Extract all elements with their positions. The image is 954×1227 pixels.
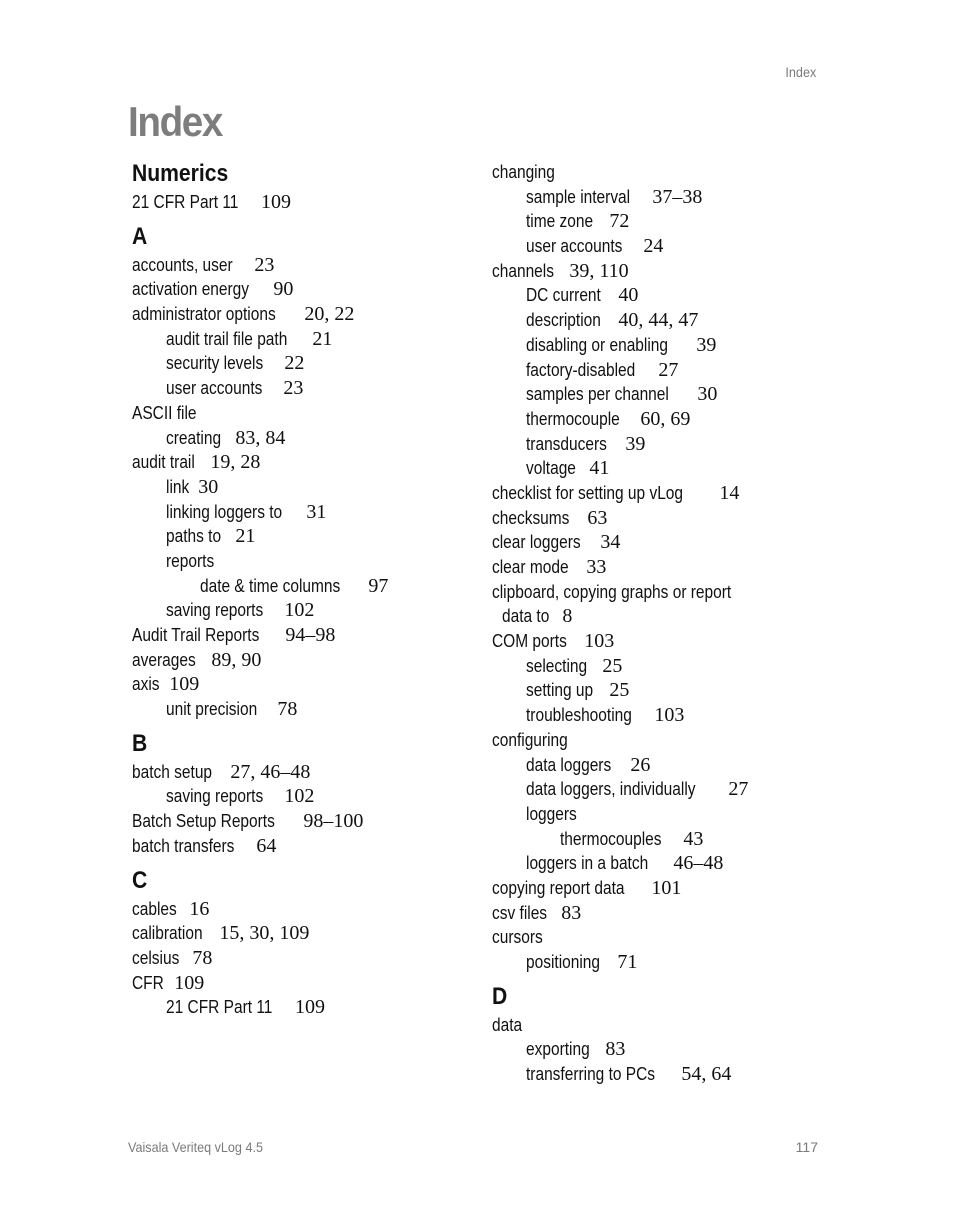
index-entry — [492, 506, 832, 531]
index-term: 21 CFR Part 11 — [132, 192, 239, 212]
index-term: 21 CFR Part 11 — [166, 997, 273, 1018]
index-term: user accounts — [526, 236, 623, 257]
index-term: user accounts — [166, 378, 263, 399]
index-subentry — [132, 995, 472, 1020]
index-term: CFR — [132, 972, 164, 993]
page-ref: 20, 22 — [304, 303, 355, 326]
page-ref: 60, 69 — [640, 407, 691, 430]
index-entry — [132, 623, 472, 648]
index-subentry — [132, 784, 472, 809]
index-entry — [132, 190, 472, 215]
index-term: troubleshooting — [526, 705, 632, 726]
index-subentry — [492, 185, 832, 210]
index-entry — [492, 901, 832, 926]
index-subentry — [132, 351, 472, 376]
page-ref: 89, 90 — [211, 648, 262, 671]
index-term: audit trail — [132, 452, 195, 473]
index-term: Batch Setup Reports — [132, 811, 275, 832]
index-entry — [132, 834, 472, 859]
index-term: transferring to PCs — [526, 1064, 656, 1085]
index-entry — [492, 925, 832, 950]
index-entry — [492, 580, 832, 605]
index-term: linking loggers to — [166, 501, 283, 522]
page-ref: 27 — [658, 358, 679, 381]
page-title: Index — [128, 98, 223, 145]
section-heading-d: D — [492, 982, 508, 1010]
index-term: loggers — [526, 803, 577, 824]
index-subentry — [132, 426, 472, 451]
page-ref: 30 — [697, 383, 718, 406]
footer-page-number: 117 — [795, 1139, 818, 1155]
index-subentry — [492, 407, 832, 432]
index-term: calibration — [132, 923, 203, 944]
page-ref: 54, 64 — [681, 1063, 732, 1086]
section-heading-c: C — [132, 866, 148, 894]
page-ref: 90 — [273, 278, 294, 301]
page-ref: 33 — [586, 556, 607, 578]
page-ref: 25 — [609, 679, 630, 702]
section-heading-a: A — [132, 222, 148, 250]
page-ref: 27 — [728, 778, 749, 801]
index-subentry — [132, 697, 472, 722]
index-entry — [132, 971, 472, 996]
index-entry — [492, 555, 832, 580]
index-term: celsius — [132, 947, 180, 968]
index-term: data loggers — [526, 754, 612, 775]
index-term: link — [166, 476, 190, 497]
page-ref: 27, 46–48 — [230, 760, 311, 783]
index-subentry — [492, 753, 832, 778]
page-ref: 109 — [174, 971, 205, 994]
page-ref: 39, 110 — [569, 259, 629, 282]
index-term: checklist for setting up vLog — [492, 482, 684, 503]
index-term: description — [526, 310, 601, 331]
page-ref: 40 — [618, 284, 639, 307]
index-term: COM ports — [492, 631, 567, 652]
index-column-left — [132, 158, 472, 1020]
index-subsubentry — [132, 574, 472, 599]
index-subentry — [492, 1062, 832, 1087]
index-term: transducers — [526, 433, 607, 454]
index-subentry — [492, 382, 832, 407]
index-term: clear mode — [492, 557, 569, 577]
page-ref: 21 — [312, 327, 333, 350]
index-entry-continuation — [492, 604, 832, 629]
page-ref: 101 — [651, 876, 682, 899]
index-term: batch setup — [132, 761, 213, 782]
page-ref: 102 — [284, 599, 315, 622]
index-term: cursors — [492, 927, 543, 948]
page-ref: 103 — [654, 704, 685, 727]
index-entry — [132, 253, 472, 278]
page-ref: 71 — [617, 951, 638, 973]
index-subsubentry — [492, 827, 832, 852]
index-term: activation energy — [132, 279, 250, 300]
page-ref: 23 — [283, 377, 304, 400]
index-entry — [132, 760, 472, 785]
index-term: Audit Trail Reports — [132, 625, 260, 645]
index-entry — [132, 401, 472, 426]
index-term: data — [492, 1014, 523, 1035]
index-term: voltage — [526, 458, 576, 479]
index-term: audit trail file path — [166, 328, 288, 349]
page-ref: 63 — [587, 506, 608, 529]
page-ref: 24 — [643, 235, 664, 258]
index-subentry — [492, 432, 832, 457]
index-entry — [132, 302, 472, 327]
index-term: channels — [492, 260, 554, 281]
index-entry — [132, 921, 472, 946]
index-subentry — [492, 654, 832, 679]
page-ref: 98–100 — [303, 810, 364, 833]
page-ref: 109 — [261, 191, 291, 213]
index-term: thermocouples — [560, 828, 662, 849]
index-subentry — [492, 333, 832, 358]
index-entry — [492, 259, 832, 284]
page-ref: 37–38 — [652, 185, 703, 208]
page-ref: 78 — [277, 698, 298, 721]
index-entry — [492, 481, 832, 506]
page-ref: 46–48 — [673, 852, 724, 875]
index-subentry — [492, 234, 832, 259]
index-term: date & time columns — [200, 575, 341, 596]
index-entry — [132, 897, 472, 922]
page-ref: 97 — [368, 574, 389, 597]
page-ref: 109 — [169, 673, 200, 696]
index-entry — [492, 876, 832, 901]
page-ref: 83, 84 — [235, 426, 286, 449]
section-heading-b: B — [132, 729, 148, 757]
page-ref: 21 — [235, 525, 256, 548]
footer-product-name: Vaisala Veriteq vLog 4.5 — [128, 1139, 263, 1155]
index-entry — [132, 450, 472, 475]
index-entry — [132, 648, 472, 673]
index-term: accounts, user — [132, 254, 233, 275]
page-ref: 25 — [602, 654, 623, 677]
index-term: batch transfers — [132, 835, 235, 856]
index-term: ASCII file — [132, 402, 197, 423]
index-term: selecting — [526, 655, 588, 676]
index-term: DC current — [526, 285, 601, 306]
index-term: clear loggers — [492, 532, 581, 553]
index-term: copying report data — [492, 877, 625, 898]
index-term: data to — [502, 606, 550, 627]
index-subentry — [492, 851, 832, 876]
page-ref: 103 — [584, 630, 615, 653]
index-subentry — [132, 500, 472, 525]
index-entry — [492, 1013, 832, 1038]
page-ref: 64 — [256, 834, 277, 857]
page-ref: 15, 30, 109 — [219, 922, 310, 945]
index-subentry — [492, 678, 832, 703]
page-ref: 23 — [254, 253, 275, 276]
page-ref: 83 — [605, 1038, 626, 1061]
page-ref: 40, 44, 47 — [618, 309, 699, 332]
index-term: sample interval — [526, 186, 631, 207]
page-ref: 83 — [561, 901, 582, 924]
page-ref: 102 — [284, 785, 315, 808]
page-ref: 94–98 — [285, 624, 336, 646]
index-term: csv files — [492, 902, 548, 923]
page-ref: 39 — [625, 432, 646, 455]
index-term: samples per channel — [526, 384, 669, 405]
page-ref: 19, 28 — [210, 451, 261, 474]
index-entry — [492, 728, 832, 753]
page-ref: 43 — [683, 827, 704, 850]
index-term: checksums — [492, 507, 570, 528]
index-subentry — [132, 598, 472, 623]
index-term: disabling or enabling — [526, 334, 669, 355]
index-entry — [132, 672, 472, 697]
index-subentry — [492, 283, 832, 308]
page-ref: 39 — [696, 333, 717, 356]
index-subentry — [492, 777, 832, 802]
index-term: thermocouple — [526, 408, 620, 429]
page-ref: 8 — [562, 605, 573, 628]
index-subentry — [492, 308, 832, 333]
index-subentry — [132, 524, 472, 549]
page-ref: 72 — [609, 210, 630, 233]
page-ref: 34 — [600, 531, 621, 554]
index-term: saving reports — [166, 600, 264, 621]
index-term: saving reports — [166, 786, 264, 807]
index-term: cables — [132, 898, 177, 919]
index-entry — [492, 530, 832, 555]
index-term: reports — [166, 550, 215, 571]
index-term: loggers in a batch — [526, 853, 649, 874]
index-term: paths to — [166, 526, 222, 547]
index-subentry — [492, 802, 832, 827]
index-term: changing — [492, 162, 555, 182]
index-term: unit precision — [166, 699, 258, 720]
index-subentry — [132, 549, 472, 574]
index-entry — [132, 809, 472, 834]
index-term: averages — [132, 649, 196, 670]
index-subentry — [492, 703, 832, 728]
index-term: configuring — [492, 729, 568, 750]
index-subentry — [132, 376, 472, 401]
index-column-right — [492, 160, 832, 1087]
index-entry — [132, 277, 472, 302]
index-entry — [132, 946, 472, 971]
index-term: time zone — [526, 211, 594, 232]
index-term: setting up — [526, 680, 594, 701]
page-ref: 78 — [192, 946, 213, 969]
page-ref: 14 — [719, 481, 740, 504]
index-term: security levels — [166, 353, 264, 374]
index-term: axis — [132, 674, 160, 695]
page-ref: 41 — [589, 457, 610, 480]
index-term: creating — [166, 427, 222, 448]
page-ref: 109 — [295, 996, 325, 1019]
running-header: Index — [785, 64, 816, 80]
index-term: data loggers, individually — [526, 779, 696, 800]
index-subentry — [132, 327, 472, 352]
index-term: positioning — [526, 952, 601, 972]
index-subentry — [492, 358, 832, 383]
index-entry — [492, 160, 832, 185]
page-ref: 16 — [189, 897, 210, 920]
page-ref: 31 — [306, 500, 327, 523]
index-subentry — [132, 475, 472, 500]
index-subentry — [492, 209, 832, 234]
index-term: factory-disabled — [526, 359, 636, 380]
index-subentry — [492, 456, 832, 481]
page-ref: 30 — [198, 475, 219, 498]
page-ref: 26 — [630, 753, 651, 776]
index-term: exporting — [526, 1039, 590, 1060]
index-term: clipboard, copying graphs or report — [492, 581, 732, 602]
section-heading-numerics: Numerics — [132, 160, 229, 187]
index-term: administrator options — [132, 304, 276, 325]
index-subentry — [492, 1037, 832, 1062]
index-subentry — [492, 950, 832, 975]
page-ref: 22 — [284, 352, 305, 375]
index-entry — [492, 629, 832, 654]
